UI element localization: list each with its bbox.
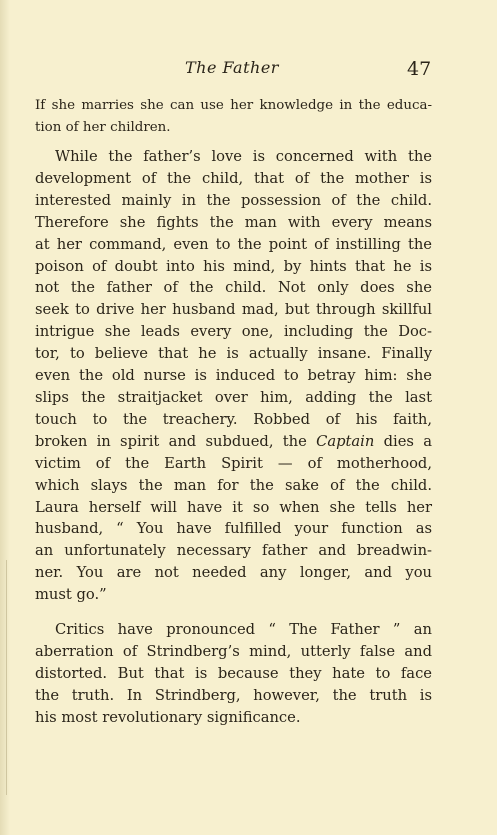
body-line: victim of the Earth Spirit — of motherhood, <box>35 454 432 472</box>
intro-line: If she marries she can use her knowledge in the educa- <box>35 98 432 113</box>
paragraph-father-love <box>35 146 432 606</box>
body-text-fragment: broken in spirit and subdued, the <box>35 432 317 450</box>
running-title: The Father <box>185 58 279 77</box>
page-gutter-line <box>6 560 7 795</box>
page-header <box>0 58 497 82</box>
body-line: interested mainly in the possession of the child. <box>35 191 432 209</box>
body-text-fragment: dies a <box>374 432 432 450</box>
paragraph-critics <box>35 619 432 729</box>
body-line: Laura herself will have it so when she tells her <box>35 498 432 516</box>
body-line: husband, “ You have fulfilled your function as <box>35 520 432 538</box>
captain-emphasis: Captain <box>316 432 375 450</box>
body-line: distorted. But that is because they hate to face <box>35 664 432 682</box>
body-line: development of the child, that of the mother is <box>35 169 432 187</box>
intro-line: tion of her children. <box>35 119 171 135</box>
body-line: Critics have pronounced “ The Father ” an <box>55 621 432 638</box>
intro-paragraph <box>35 95 432 138</box>
body-line-captain <box>35 431 432 453</box>
body-line: the truth. In Strindberg, however, the truth is <box>35 686 432 704</box>
body-line: poison of doubt into his mind, by hints that he is <box>35 257 432 275</box>
body-line: slips the straitjacket over him, adding the last <box>35 388 432 406</box>
body-line: not the father of the child. Not only does she <box>35 279 432 297</box>
body-line: his most revolutionary significance. <box>35 708 301 726</box>
body-line: which slays the man for the sake of the child. <box>35 476 432 494</box>
body-line: intrigue she leads every one, including the Doc- <box>35 323 432 341</box>
body-line: seek to drive her husband mad, but through skillful <box>35 301 432 319</box>
body-line: must go.” <box>35 586 107 604</box>
body-line: at her command, even to the point of instilling the <box>35 235 432 253</box>
page-gutter-shadow <box>0 0 10 835</box>
body-line: aberration of Strindberg’s mind, utterly false and <box>35 642 432 660</box>
body-line: an unfortunately necessary father and breadwin- <box>35 542 432 560</box>
body-line: Therefore she fights the man with every means <box>35 213 432 231</box>
body-line: While the father’s love is concerned with the <box>55 148 432 165</box>
body-line: touch to the treachery. Robbed of his faith, <box>35 410 432 428</box>
body-line: tor, to believe that he is actually insane. Finally <box>35 345 432 363</box>
body-line: even the old nurse is induced to betray him: she <box>35 367 432 385</box>
body-line: ner. You are not needed any longer, and you <box>35 564 432 582</box>
page-number: 47 <box>407 58 432 80</box>
